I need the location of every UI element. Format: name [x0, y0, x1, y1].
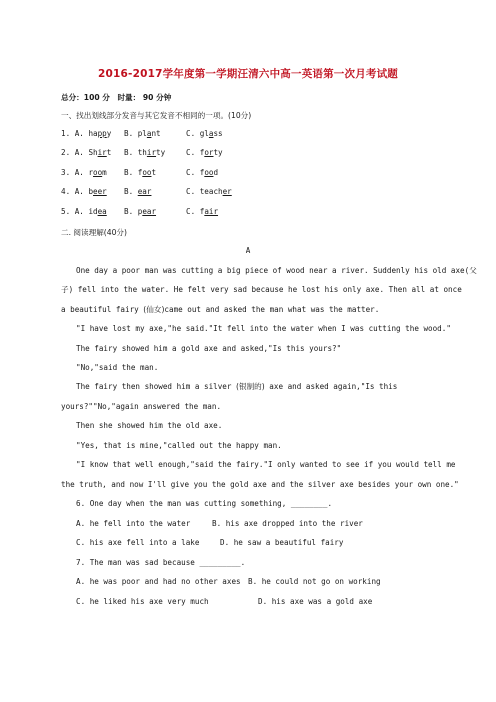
option-b: B. pear	[124, 207, 157, 216]
option-b: B. ear	[124, 187, 152, 196]
option-d: D. he saw a beautiful fairy	[220, 538, 344, 547]
passage-line: "Yes, that is mine,"called out the happy man.	[76, 441, 282, 450]
passage-line: a beautiful fairy (仙女)came out and asked the man what was the matter.	[61, 305, 380, 314]
passage-line: "No,"said the man.	[76, 363, 159, 372]
option-a: 3. A. room	[61, 168, 107, 177]
passage-line: The fairy then showed him a silver (银制的) axe and asked again,"Is this	[76, 382, 398, 391]
section2-heading: 二. 阅读理解(40分)	[61, 228, 127, 237]
option-c: C. food	[186, 168, 219, 177]
option-c: C. glass	[186, 129, 223, 138]
option-d: D. his axe was a gold axe	[258, 597, 373, 606]
passage-line: yours?""No,"again answered the man.	[61, 402, 222, 411]
passage-line: the truth, and now I'll give you the gold axe and the silver axe besides your own one."	[61, 480, 459, 489]
passage-line: "I know that well enough,"said the fairy."I only wanted to see if you would tell me	[76, 460, 456, 469]
passage-label: A	[245, 246, 251, 255]
passage-line: "I have lost my axe,"he said."It fell into the water when I was cutting the wood."	[76, 324, 451, 333]
option-a: 2. A. Shirt	[61, 148, 112, 157]
passage-line: 子) fell into the water. He felt very sad because he lost his only axe. Then all at once	[61, 285, 462, 294]
option-c: C. fair	[186, 207, 219, 216]
page-title: 2016-2017学年度第一学期汪清六中高一英语第一次月考试题	[97, 68, 398, 80]
option-c: C. teacher	[186, 187, 232, 196]
passage-line: One day a poor man was cutting a big piece of wood near a river. Suddenly his old axe(父	[76, 266, 477, 275]
option-b: B. plant	[124, 129, 161, 138]
option-b: B. thirty	[124, 148, 166, 157]
option-a: 5. A. idea	[61, 207, 107, 216]
section1-heading: 一、找出划线部分发音与其它发音不相同的一项。(10分)	[61, 111, 252, 120]
option-b: B. he could not go on working	[248, 577, 381, 586]
question-6: 6. One day when the man was cutting something, ________.	[76, 499, 333, 508]
option-a: A. he was poor and had no other axes	[76, 577, 241, 586]
question-7: 7. The man was sad because _________.	[76, 558, 246, 567]
option-c: C. forty	[186, 148, 223, 157]
passage-line: The fairy showed him a gold axe and asked,"Is this yours?"	[76, 344, 342, 353]
option-b: B. foot	[124, 168, 157, 177]
option-c: C. his axe fell into a lake	[76, 538, 200, 547]
option-a: 4. A. beer	[61, 187, 107, 196]
option-a: A. he fell into the water	[76, 519, 191, 528]
option-a: 1. A. happy	[61, 129, 112, 138]
passage-line: Then she showed him the old axe.	[76, 421, 223, 430]
option-b: B. his axe dropped into the river	[212, 519, 363, 528]
score-time-info: 总分：100 分 时量： 90 分钟	[61, 93, 172, 102]
option-c: C. he liked his axe very much	[76, 597, 209, 606]
